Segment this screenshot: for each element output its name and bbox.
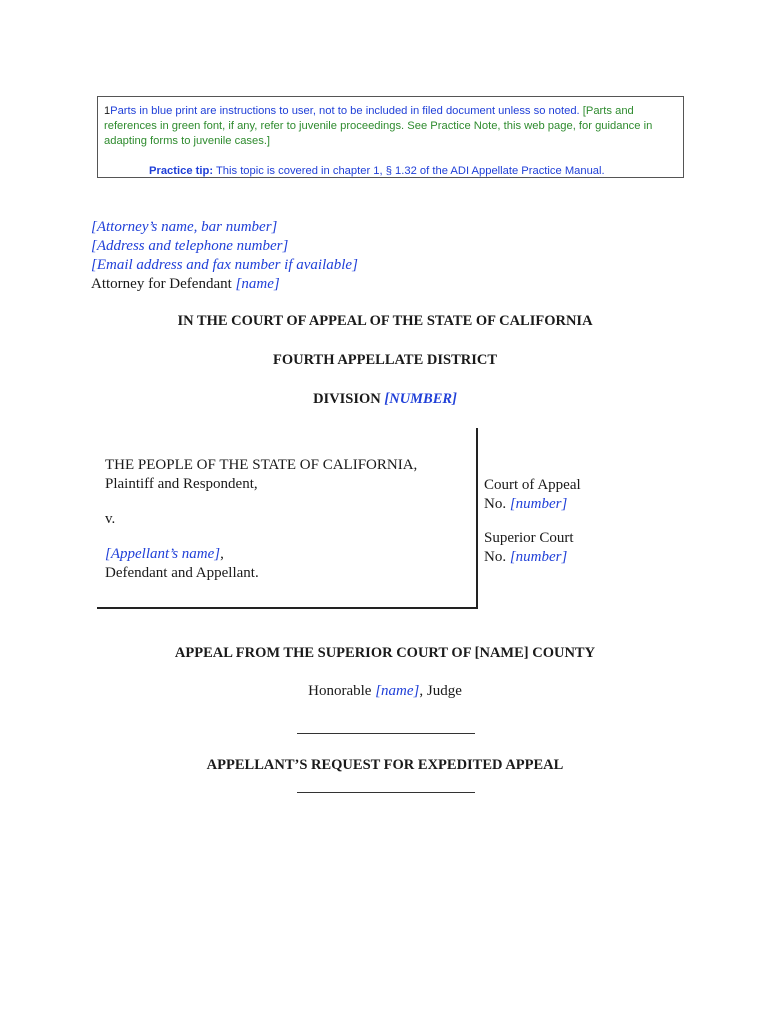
title-rule-bottom (297, 792, 475, 793)
sc-number-placeholder: [number] (509, 549, 568, 565)
title-rule-top (297, 733, 475, 734)
sc-no-prefix: No. (484, 549, 510, 565)
attorney-email-line: [Email address and fax number if available] (91, 257, 358, 273)
case-numbers (484, 476, 581, 567)
appellant-line (105, 545, 417, 564)
case-caption-parties (105, 456, 417, 583)
district-heading: FOURTH APPELLATE DISTRICT (272, 352, 497, 368)
attorney-for-prefix: Attorney for Defendant (91, 276, 236, 292)
superior-court-number-line (484, 548, 581, 567)
document-title: APPELLANT’S REQUEST FOR EXPEDITED APPEAL (206, 757, 564, 773)
versus: v. (105, 511, 116, 527)
division-label: DIVISION (313, 391, 385, 407)
judge-prefix: Honorable (308, 683, 376, 699)
court-heading: IN THE COURT OF APPEAL OF THE STATE OF CALIFORNIA (177, 313, 593, 329)
instruction-note-text (104, 104, 675, 149)
plaintiff-name: THE PEOPLE OF THE STATE OF CALIFORNIA, (105, 457, 418, 473)
green-instruction: [Parts and references in green font, if any, refer to juvenile proceedings. See Practice Note, this web page, for guidance in adapting forms to juvenile cases.] (104, 105, 653, 147)
judge-line (0, 683, 770, 700)
court-of-appeal-label: Court of Appeal (484, 477, 581, 493)
attorney-for-line (91, 275, 358, 294)
court-of-appeal-number-line (484, 495, 581, 514)
appellant-comma: , (220, 546, 224, 562)
practice-tip-label: Practice tip: (149, 165, 214, 177)
division-number: [NUMBER] (384, 391, 457, 407)
appellant-name-placeholder: [Appellant’s name] (105, 546, 221, 562)
instruction-note-box (97, 96, 684, 178)
appellant-role: Defendant and Appellant. (105, 565, 259, 581)
practice-tip-text: This topic is covered in chapter 1, § 1.32 of the ADI Appellate Practice Manual. (215, 165, 605, 177)
division-heading (0, 391, 770, 408)
attorney-name-line: [Attorney’s name, bar number] (91, 219, 278, 235)
footnote-marker: 1 (104, 105, 111, 117)
caption-vertical-rule (476, 428, 478, 609)
judge-name-placeholder: [name] (375, 683, 420, 699)
superior-court-label: Superior Court (484, 530, 574, 546)
judge-suffix: , Judge (419, 683, 462, 699)
attorney-address-line: [Address and telephone number] (91, 238, 289, 254)
defendant-name-placeholder: [name] (235, 276, 280, 292)
plaintiff-role: Plaintiff and Respondent, (105, 476, 258, 492)
practice-tip (104, 164, 675, 179)
caption-horizontal-rule (97, 607, 478, 609)
attorney-block (91, 218, 358, 294)
coa-number-placeholder: [number] (509, 496, 568, 512)
coa-no-prefix: No. (484, 496, 510, 512)
appeal-heading: APPEAL FROM THE SUPERIOR COURT OF [NAME] COUNTY (174, 645, 596, 661)
blue-instruction: Parts in blue print are instructions to user, not to be included in filed document unless so noted. (110, 105, 580, 117)
